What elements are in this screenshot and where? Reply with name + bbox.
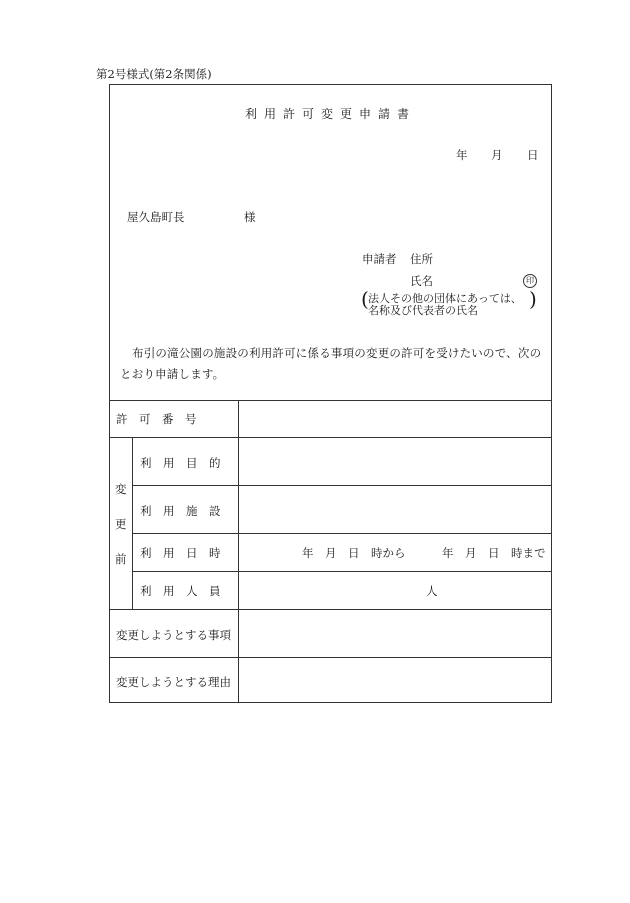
matters-label: 変更しようとする事項 — [116, 628, 231, 642]
form-title: 利用許可変更申請書 — [244, 107, 416, 121]
reason-label: 変更しようとする理由 — [116, 675, 231, 689]
persons-label: 利 用 人 員 — [140, 584, 221, 598]
row-line-3 — [132, 533, 551, 534]
date-month-label: 月 — [491, 148, 503, 162]
date-day-label: 日 — [527, 148, 539, 162]
datetime-to: 年 月 日 時まで — [442, 546, 546, 560]
date-year-label: 年 — [456, 148, 468, 162]
datetime-label: 利 用 日 時 — [140, 546, 221, 560]
before-change-label-2: 更 — [115, 517, 127, 531]
datetime-from: 年 月 日 時から — [302, 546, 406, 560]
applicant-label: 申請者 — [362, 252, 397, 266]
row-line-6 — [110, 657, 551, 658]
group-column-divider — [132, 437, 133, 609]
row-line-5 — [110, 609, 551, 610]
application-statement: 布引の滝公園の施設の利用許可に係る事項の変更の許可を受けたいので、次のとおり申請します。 — [120, 346, 542, 381]
note-close-paren: ) — [529, 287, 537, 311]
addressee-honorific: 様 — [244, 210, 256, 224]
before-change-label-3: 前 — [115, 552, 127, 566]
label-column-divider — [238, 400, 239, 702]
facility-label: 利 用 施 設 — [140, 504, 221, 518]
seal-mark: 印 — [523, 274, 537, 288]
row-line-4 — [132, 571, 551, 572]
applicant-address-label: 住所 — [410, 252, 433, 266]
seal-mark-icon — [523, 272, 537, 288]
permit-number-label: 許 可 番 号 — [116, 412, 197, 426]
applicant-note-line1: 法人その他の団体にあっては、 — [368, 292, 522, 305]
addressee-name: 屋久島町長 — [127, 210, 185, 224]
row-line-1 — [110, 437, 551, 438]
table-top-line — [110, 400, 551, 401]
persons-unit: 人 — [426, 584, 438, 598]
applicant-name-label: 氏名 — [410, 274, 433, 288]
row-line-2 — [132, 485, 551, 486]
applicant-note-line2: 名称及び代表者の氏名 — [368, 304, 478, 317]
purpose-label: 利 用 目 的 — [140, 456, 221, 470]
before-change-label-1: 変 — [115, 482, 127, 496]
application-form — [109, 84, 552, 703]
form-number-label: 第2号様式(第2条関係) — [96, 67, 212, 81]
note-open-paren: ( — [361, 287, 369, 311]
